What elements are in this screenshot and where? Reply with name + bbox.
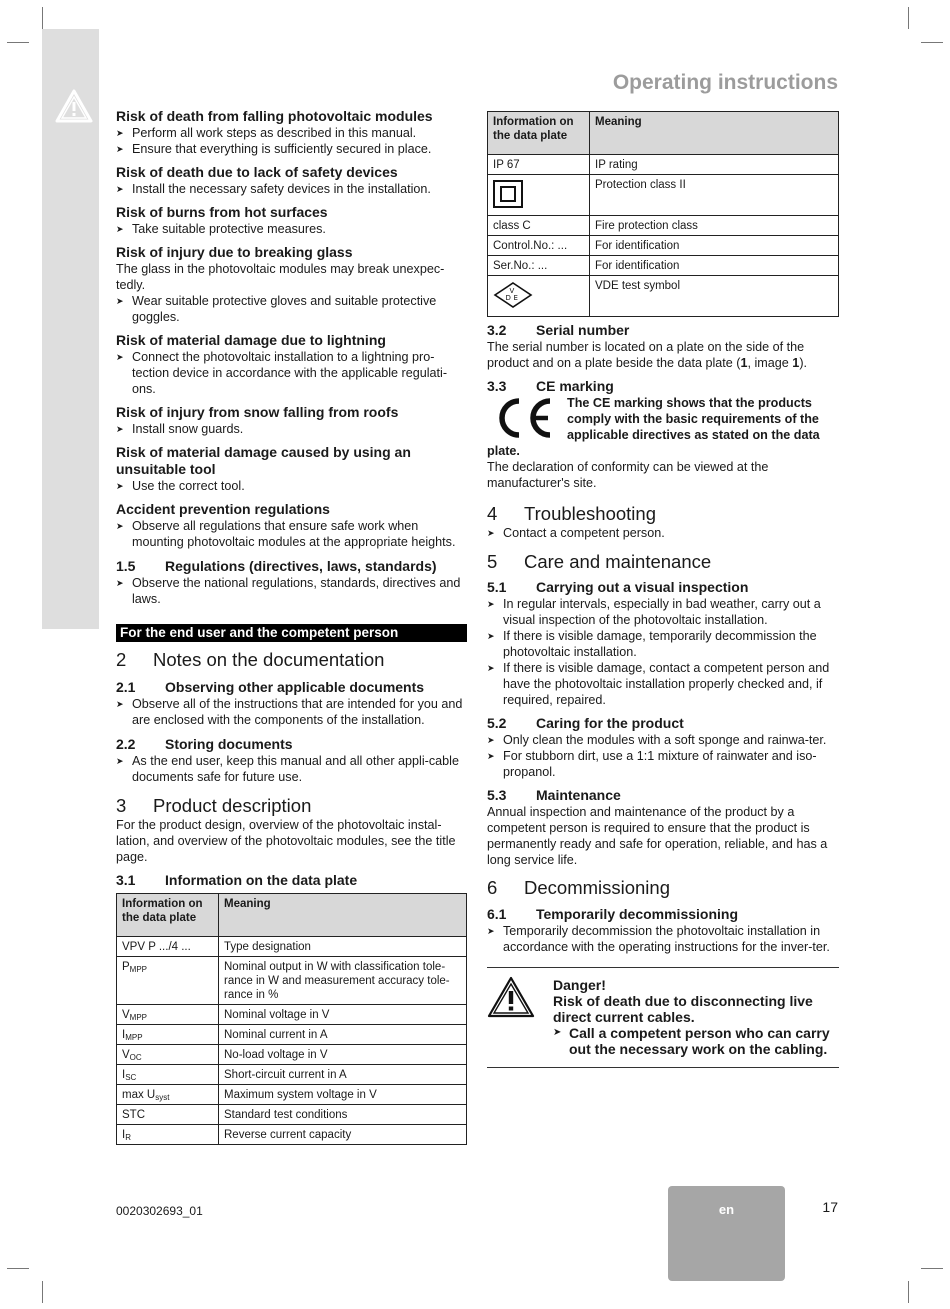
protection-class-ii-icon [493, 180, 523, 212]
section-2-1-heading [116, 679, 467, 696]
table-cell [117, 937, 219, 957]
table-row [117, 1045, 467, 1065]
danger-title: Risk of death due to disconnecting live direct current cables. [553, 993, 813, 1025]
table-row [488, 155, 839, 175]
column-header: Meaning [590, 112, 839, 155]
table-header-row [488, 112, 839, 155]
risk-body: The glass in the photovoltaic modules may break unexpec-tedly. [116, 262, 445, 292]
figure-ref: 1 [792, 356, 800, 370]
bullet-item: ➤ Observe the national regulations, standards, directives and laws. [116, 575, 467, 607]
section-number: 6 [487, 877, 498, 898]
cell-subscript: MPP [129, 1013, 148, 1022]
risk-heading: Risk of material damage caused by using an unsuitable tool [116, 444, 411, 477]
section-title: Temporarily decommissioning [536, 906, 739, 922]
table-row [488, 276, 839, 317]
left-column [116, 108, 467, 1145]
section-number: 3.1 [116, 872, 136, 888]
section-4-heading [487, 503, 839, 525]
section-3-3-heading [487, 378, 839, 395]
table-cell: For identification [590, 256, 839, 276]
table-row [117, 1085, 467, 1105]
section-title: CE marking [536, 378, 614, 394]
bullet-item: ➤ Ensure that everything is sufficiently secured in place. [116, 141, 467, 157]
section-title: Notes on the documentation [153, 649, 385, 670]
cell-subscript: SC [125, 1073, 137, 1082]
section-number: 1.5 [116, 558, 136, 574]
section-title: Serial number [536, 322, 630, 338]
table-cell [117, 1045, 219, 1065]
table-cell: For identification [590, 236, 839, 256]
cell-label: Control.No.: ... [493, 240, 568, 252]
table-cell: Nominal current in A [219, 1025, 467, 1045]
risk-heading: Risk of death from falling photovoltaic modules [116, 108, 433, 124]
cell-subscript: MPP [129, 965, 148, 974]
cell-label: V [122, 1049, 130, 1061]
column-header: Information on the data plate [117, 894, 219, 937]
bullet-item: ➤ Take suitable protective measures. [116, 221, 467, 237]
table-row [117, 1025, 467, 1045]
section-3-2-heading [487, 322, 839, 339]
section-6-heading [487, 877, 839, 899]
section-5-heading [487, 551, 839, 573]
section-title: Care and maintenance [524, 551, 712, 572]
danger-warning-box [487, 967, 839, 1068]
section-title: Product description [153, 795, 312, 816]
table-cell: Reverse current capacity [219, 1125, 467, 1145]
crop-mark [908, 1281, 909, 1303]
section-title: Regulations (directives, laws, standards) [165, 558, 437, 574]
table-cell [488, 216, 590, 236]
table-cell [488, 236, 590, 256]
bullet-list [487, 732, 839, 780]
crop-mark [42, 1281, 43, 1303]
bullet-item: ➤ Install snow guards. [116, 421, 467, 437]
cell-label: Ser.No.: ... [493, 260, 548, 272]
bullet-item: ➤ Perform all work steps as described in this manual. [116, 125, 467, 141]
data-plate-table [116, 893, 467, 1145]
bullet-item: ➤ Call a competent person who can carry out the necessary work on the cabling. [553, 1025, 839, 1057]
column-header: Meaning [219, 894, 467, 937]
section-title: Maintenance [536, 787, 621, 803]
table-cell: Short-circuit current in A [219, 1065, 467, 1085]
table-cell [488, 175, 590, 216]
table-cell [117, 1005, 219, 1025]
bullet-item: ➤ Temporarily decommission the photovoltaic installation in accordance with the operating instructions for the inver-ter. [487, 923, 839, 955]
section-5-3-heading [487, 787, 839, 804]
table-cell: Maximum system voltage in V [219, 1085, 467, 1105]
cell-subscript: syst [155, 1093, 170, 1102]
section-title: Carrying out a visual inspection [536, 579, 749, 595]
section-number: 2.2 [116, 736, 136, 752]
risk-list [116, 108, 467, 550]
section-number: 5.3 [487, 787, 507, 803]
table-row [117, 937, 467, 957]
cell-label: STC [122, 1109, 145, 1121]
table-cell: IP rating [590, 155, 839, 175]
bullet-item: ➤ As the end user, keep this manual and all other appli-cable documents safe for future use. [116, 753, 467, 785]
cell-label: I [122, 1069, 126, 1081]
section-2-heading [116, 649, 467, 671]
crop-mark [921, 42, 943, 43]
risk-heading: Risk of death due to lack of safety devices [116, 164, 398, 180]
section-6-1-heading [487, 906, 839, 923]
ce-mark-icon [495, 397, 553, 439]
body-text: , image [747, 356, 793, 370]
section-number: 6.1 [487, 906, 507, 922]
crop-mark [908, 7, 909, 29]
risk-heading: Risk of injury due to breaking glass [116, 244, 353, 260]
risk-heading: Risk of burns from hot surfaces [116, 204, 328, 220]
table-cell: VDE test symbol [590, 276, 839, 317]
bullet-item: ➤ Use the correct tool. [116, 478, 467, 494]
table-cell: Protection class II [590, 175, 839, 216]
section-body: For the product design, overview of the photovoltaic instal-lation, and overview of the photovoltaic modules, see the title page. [116, 818, 456, 864]
table-row [117, 1125, 467, 1145]
section-1-5-heading [116, 558, 467, 575]
table-row [488, 175, 839, 216]
section-3-heading [116, 795, 467, 817]
section-body: The declaration of conformity can be viewed at the manufacturer's site. [487, 460, 769, 490]
table-row [488, 216, 839, 236]
table-cell: Fire protection class [590, 216, 839, 236]
table-row [117, 1065, 467, 1085]
section-title: Troubleshooting [524, 503, 656, 524]
body-text: ). [799, 356, 808, 370]
section-number: 2.1 [116, 679, 136, 695]
warning-triangle-icon [55, 88, 93, 124]
bullet-item: ➤ If there is visible damage, contact a competent person and have the photovoltaic installation properly checked and, if required, repaired. [487, 660, 839, 708]
table-header-row [117, 894, 467, 937]
vde-test-symbol-icon [493, 281, 533, 313]
risk-heading: Risk of material damage due to lightning [116, 332, 386, 348]
figure-ref: 1 [740, 356, 748, 370]
table-cell: Standard test conditions [219, 1105, 467, 1125]
bullet-item: ➤ For stubborn dirt, use a 1:1 mixture of rainwater and iso-propanol. [487, 748, 839, 780]
section-title: Information on the data plate [165, 872, 358, 888]
column-header: Information on the data plate [488, 112, 590, 155]
section-number: 5 [487, 551, 498, 572]
crop-mark [921, 1268, 943, 1269]
ce-marking-text: The CE marking shows that the products comply with the basic requirements of the applicable directives as stated on the data plate. [487, 396, 820, 458]
table-cell [117, 1125, 219, 1145]
bullet-item: ➤ Install the necessary safety devices in the installation. [116, 181, 467, 197]
table-row [488, 256, 839, 276]
table-cell: Nominal voltage in V [219, 1005, 467, 1025]
table-cell: No-load voltage in V [219, 1045, 467, 1065]
section-body: Annual inspection and maintenance of the product by a competent person is required to ensure that the product is permanently ready and safe for operation, reliable, and has a long service life. [487, 805, 828, 867]
data-plate-symbols-table [487, 111, 839, 317]
bullet-item: ➤ Wear suitable protective gloves and suitable protective goggles. [116, 293, 467, 325]
cell-subscript: R [125, 1133, 131, 1142]
section-number: 3 [116, 795, 127, 816]
section-number: 4 [487, 503, 498, 524]
section-number: 5.1 [487, 579, 507, 595]
bullet-item: ➤ If there is visible damage, temporarily decommission the photovoltaic installation. [487, 628, 839, 660]
bullet-item: ➤ Observe all of the instructions that are intended for you and are enclosed with the components of the installation. [116, 696, 467, 728]
cell-label: V [122, 1009, 130, 1021]
svg-text:E: E [513, 294, 518, 302]
section-title: Caring for the product [536, 715, 684, 731]
crop-mark [7, 1268, 29, 1269]
table-row [488, 236, 839, 256]
risk-heading: Risk of injury from snow falling from roofs [116, 404, 399, 420]
section-number: 5.2 [487, 715, 507, 731]
cell-label: max U [122, 1089, 156, 1101]
bullet-item: ➤ Observe all regulations that ensure safe work when mounting photovoltaic modules at the appropriate heights. [116, 518, 467, 550]
danger-label: Danger! [553, 977, 606, 993]
section-body [487, 339, 839, 371]
body-text: The serial number is located on a plate on the side of the product and on a plate beside the data plate ( [487, 340, 805, 370]
language-tab: en [668, 1186, 785, 1281]
table-row [117, 1105, 467, 1125]
section-title: Observing other applicable documents [165, 679, 425, 695]
section-number: 2 [116, 649, 127, 670]
right-column [487, 111, 839, 1068]
table-cell [117, 1105, 219, 1125]
bullet-item: ➤ Connect the photovoltaic installation to a lightning pro-tection device in accordance with the applicable regulati-ons. [116, 349, 467, 397]
bullet-item: ➤ Only clean the modules with a soft sponge and rainwa-ter. [487, 732, 839, 748]
table-cell [488, 276, 590, 317]
section-5-2-heading [487, 715, 839, 732]
page-header-title: Operating instructions [612, 71, 838, 94]
table-row [117, 957, 467, 1005]
page-number: 17 [822, 1199, 838, 1215]
table-cell [117, 1025, 219, 1045]
section-3-1-heading [116, 872, 467, 889]
section-title: Decommissioning [524, 877, 670, 898]
section-5-1-heading [487, 579, 839, 596]
cell-label: IP 67 [493, 159, 520, 171]
cell-subscript: MPP [125, 1033, 143, 1042]
cell-label: I [122, 1029, 126, 1041]
table-cell: Nominal output in W with classification tole-rance in W and measurement accuracy tole-rance in % [219, 957, 467, 1005]
document-code: 0020302693_01 [116, 1204, 203, 1218]
crop-mark [7, 42, 29, 43]
table-row [117, 1005, 467, 1025]
section-number: 3.3 [487, 378, 507, 394]
cell-label: P [122, 961, 130, 973]
section-title: Storing documents [165, 736, 293, 752]
table-cell [117, 1085, 219, 1105]
table-cell [488, 256, 590, 276]
bullet-item: ➤ Contact a competent person. [487, 525, 839, 541]
section-number: 3.2 [487, 322, 507, 338]
crop-mark [42, 7, 43, 29]
cell-label: VPV P .../4 ... [122, 941, 191, 953]
audience-banner: For the end user and the competent person [116, 624, 467, 642]
svg-text:D: D [505, 294, 511, 302]
table-cell [488, 155, 590, 175]
table-cell [117, 1065, 219, 1085]
table-cell [117, 957, 219, 1005]
section-2-2-heading [116, 736, 467, 753]
cell-label: class C [493, 220, 531, 232]
table-cell: Type designation [219, 937, 467, 957]
bullet-item: ➤ In regular intervals, especially in bad weather, carry out a visual inspection of the photovoltaic installation. [487, 596, 839, 628]
bullet-list [487, 596, 839, 708]
svg-text:V: V [509, 287, 515, 295]
cell-label: I [122, 1129, 126, 1141]
ce-marking-block [487, 395, 839, 459]
danger-triangle-icon [487, 976, 535, 1018]
cell-subscript: OC [129, 1053, 142, 1062]
risk-heading: Accident prevention regulations [116, 501, 330, 517]
